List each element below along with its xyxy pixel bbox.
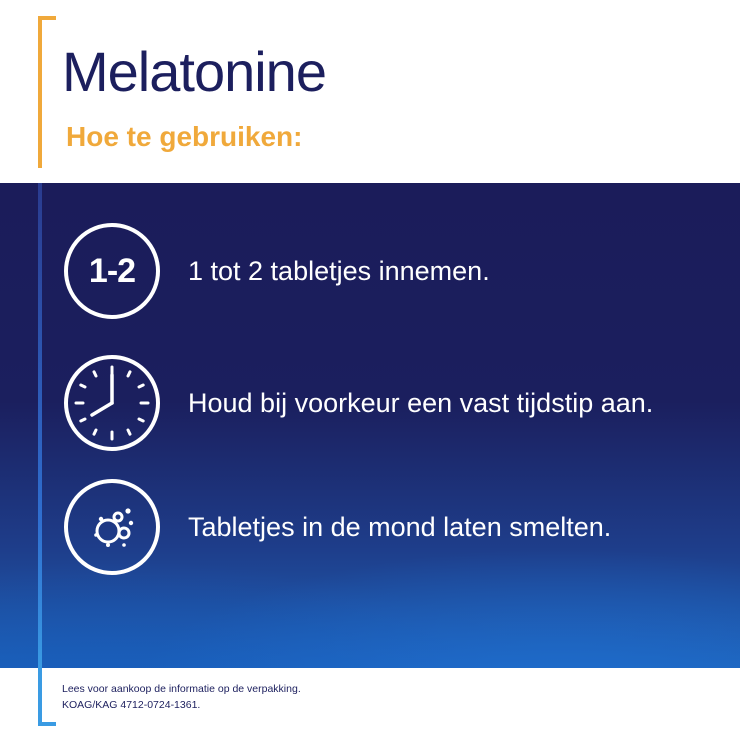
footer-disclaimer: Lees voor aankoop de informatie op de verpakking. xyxy=(62,683,301,695)
clock-face xyxy=(68,359,156,447)
accent-bar xyxy=(38,16,42,168)
page-title: Melatonine xyxy=(62,40,326,103)
dissolving-tablet-icon xyxy=(64,479,160,575)
footer-accent-bar xyxy=(38,668,42,726)
page-subtitle: Hoe te gebruiken: xyxy=(66,121,303,152)
step-dissolve xyxy=(64,479,704,583)
step-dose xyxy=(64,223,704,327)
dissolving-tablet-graphic xyxy=(68,483,156,571)
instructions-panel xyxy=(0,183,740,668)
accent-bar-cap xyxy=(38,16,56,20)
footer xyxy=(0,668,740,740)
footer-accent-bar-cap xyxy=(38,722,56,726)
dose-badge-icon xyxy=(64,223,160,319)
dose-badge-text: 1-2 xyxy=(88,252,136,290)
footer-registration: KOAG/KAG 4712-0724-1361. xyxy=(62,699,201,711)
header xyxy=(0,0,740,183)
step-label: Tabletjes in de mond laten smelten. xyxy=(188,512,612,542)
step-time xyxy=(64,355,704,459)
step-label: 1 tot 2 tabletjes innemen. xyxy=(188,256,490,286)
clock-icon xyxy=(64,355,160,451)
panel-accent-bar xyxy=(38,183,42,668)
step-label: Houd bij voorkeur een vast tijdstip aan. xyxy=(188,388,654,418)
